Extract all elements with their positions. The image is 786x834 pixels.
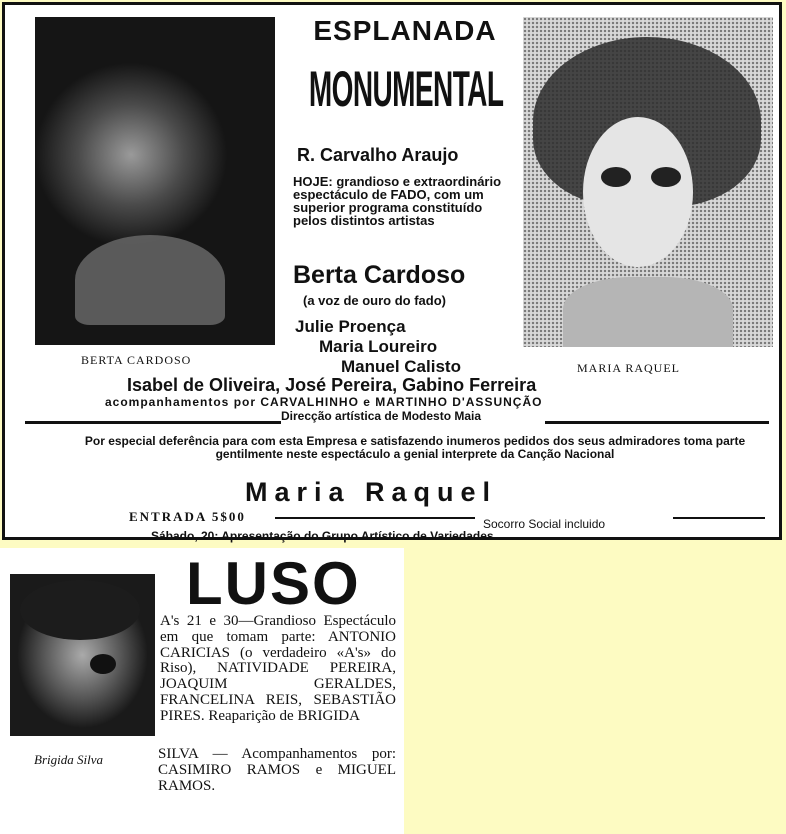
venue-title: ESPLANADA — [313, 15, 497, 46]
luso-title: LUSO — [186, 550, 361, 617]
headliner: Berta Cardoso — [293, 261, 466, 289]
photo-shape — [583, 117, 693, 267]
photo-shape — [651, 167, 681, 187]
venue-address: R. Carvalho Araujo — [297, 145, 459, 165]
divider — [25, 421, 281, 424]
accompaniment: acompanhamentos por CARVALHINHO e MARTINHO D'ASSUNÇÃO — [105, 395, 543, 409]
direction: Direcção artística de Modesto Maia — [281, 409, 482, 423]
luso-body-tail: SILVA — Acompanhamentos por: CASIMIRO RAMOS e MIGUEL RAMOS. — [158, 746, 396, 794]
photo-maria-raquel — [523, 17, 773, 347]
photo-caption-left: BERTA CARDOSO — [81, 353, 192, 367]
entry-price: ENTRADA 5$00 — [129, 509, 246, 524]
venue-subtitle: MONUMENTAL — [308, 61, 504, 117]
photo-berta-cardoso — [35, 17, 275, 345]
special-guest: Maria Raquel — [245, 477, 498, 507]
divider — [275, 517, 475, 519]
photo-brigida-silva — [10, 574, 155, 736]
divider — [673, 517, 765, 519]
announcement: HOJE: grandioso e extraordinário espectáculo de FADO, com um superior programa constituído pelos distintos artistas — [293, 174, 502, 228]
saturday-note: Sábado, 20: Apresentação do Grupo Artístico de Variedades — [151, 529, 494, 543]
headliner-tagline: (a voz de ouro do fado) — [303, 293, 446, 308]
luso-body: A's 21 e 30—Grandioso Espectáculo em que tomam parte: ANTONIO CARICIAS (o verdadeiro «A's» do Riso), NATIVIDADE PEREIRA, JOAQUIM GERALDES, FRANCELINA REIS, SEBASTIÃO PIRES. Reaparição de BRIGIDA — [160, 613, 396, 724]
photo-shape — [20, 580, 140, 640]
artist: Manuel Calisto — [341, 357, 461, 376]
special-note: Por especial deferência para com esta Empresa e satisfazendo inumeros pedidos dos seus admiradores toma parte gentilmente neste espectáculo a genial interprete da Canção Nacional — [84, 434, 746, 461]
divider — [545, 421, 769, 424]
artist: Maria Loureiro — [319, 337, 438, 356]
artists-line: Isabel de Oliveira, José Pereira, Gabino Ferreira — [127, 375, 537, 395]
photo-shape — [75, 235, 225, 325]
esplanada-advertisement — [2, 2, 782, 543]
photo-shape — [90, 654, 116, 674]
luso-advertisement — [0, 548, 404, 834]
photo-caption-right: MARIA RAQUEL — [577, 361, 681, 375]
photo-shape — [563, 277, 733, 347]
photo-caption: Brigida Silva — [34, 752, 103, 767]
photo-shape — [601, 167, 631, 187]
artist: Julie Proença — [295, 317, 406, 336]
entry-note: Socorro Social incluido — [483, 517, 606, 531]
